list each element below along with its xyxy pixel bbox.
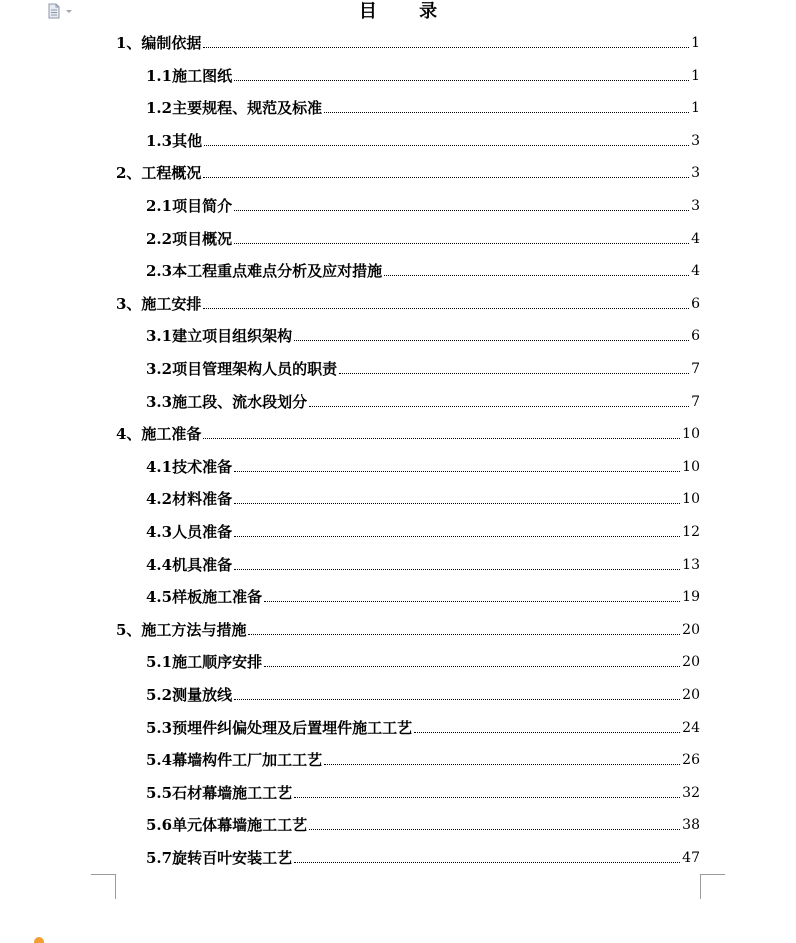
toc-entry[interactable]: [146, 65, 700, 85]
toc-entry-label: 5.3预埋件纠偏处理及后置埋件施工工艺: [146, 718, 413, 737]
toc-entry-label: 5.2测量放线: [146, 686, 233, 704]
toc-entry[interactable]: [116, 32, 700, 52]
toc-entry-page-number: 3: [691, 165, 700, 182]
toc-entry[interactable]: [146, 814, 700, 834]
toc-entry-label: 4.3人员准备: [146, 523, 233, 541]
toc-leader-dots: [234, 470, 680, 472]
toc-entry-label: 5、施工方法与措施: [116, 620, 247, 639]
toc-leader-dots: [324, 111, 689, 113]
toc-entry-page-number: 13: [682, 556, 700, 573]
toc-entry-label: 2.1项目简介: [146, 197, 233, 215]
toc-entry-page-number: 4: [691, 263, 700, 280]
toc-entry-label: 2、工程概况: [116, 164, 202, 183]
toc-entry[interactable]: [146, 586, 700, 606]
toc-entry[interactable]: [146, 260, 700, 280]
toc-entry-label: 1、编制依据: [116, 34, 202, 52]
toc-entry[interactable]: [146, 358, 700, 378]
toc-entry[interactable]: [146, 391, 700, 411]
toc-entry-label: 3.1建立项目组织架构: [146, 327, 293, 346]
toc-leader-dots: [324, 763, 680, 765]
toc-entry[interactable]: [146, 130, 700, 150]
toc-leader-dots: [234, 568, 680, 570]
toc-entry-label: 5.1施工顺序安排: [146, 653, 263, 672]
toc-entry-page-number: 7: [691, 361, 700, 377]
toc-entry[interactable]: [146, 97, 700, 117]
toc-entry-page-number: 1: [691, 67, 700, 84]
toc-entry-label: 3.3施工段、流水段划分: [146, 392, 308, 411]
toc-entry-page-number: 10: [682, 491, 700, 508]
toc-entry-label: 4.1技术准备: [146, 457, 233, 476]
toc-leader-dots: [203, 176, 689, 178]
toc-entry[interactable]: [146, 749, 700, 769]
toc-entry-page-number: 19: [682, 589, 700, 606]
toc-entry-page-number: 1: [691, 100, 700, 117]
toc-entry-page-number: 38: [682, 817, 700, 834]
toc-entry-page-number: 12: [682, 524, 700, 540]
toc-entry[interactable]: [146, 782, 700, 802]
toc-entry[interactable]: [146, 554, 700, 574]
toc-entry-page-number: 20: [682, 621, 700, 638]
toc-entry-label: 1.2主要规程、规范及标准: [146, 99, 323, 118]
toc-leader-dots: [234, 502, 680, 504]
toc-leader-dots: [339, 372, 689, 374]
toc-leader-dots: [234, 79, 689, 81]
toc-entry-label: 2.2项目概况: [146, 229, 233, 248]
toc-leader-dots: [203, 46, 689, 48]
toc-entry-page-number: 4: [691, 230, 700, 247]
toc-leader-dots: [234, 698, 680, 700]
toc-leader-dots: [234, 209, 689, 211]
toc-entry-label: 1.3其他: [146, 131, 203, 150]
toc-entry[interactable]: [146, 325, 700, 345]
toc-entry-label: 3、施工安排: [116, 294, 202, 313]
toc-entry-page-number: 1: [691, 35, 700, 51]
toc-entry-label: 5.4幕墙构件工厂加工工艺: [146, 751, 323, 770]
toc-entry-label: 1.1施工图纸: [146, 66, 233, 85]
toc-leader-dots: [414, 731, 680, 733]
toc-entry[interactable]: [146, 456, 700, 476]
toc-leader-dots: [203, 307, 689, 309]
toc-leader-dots: [309, 405, 689, 407]
toc-entry-label: 4、施工准备: [116, 425, 202, 444]
toc-entry-page-number: 24: [682, 719, 700, 736]
toc-entry-page-number: 3: [691, 198, 700, 214]
toc-leader-dots: [203, 437, 680, 439]
toc-entry-label: 4.4机具准备: [146, 555, 233, 574]
toc-entry-label: 5.6单元体幕墙施工工艺: [146, 816, 308, 835]
toc-entry-page-number: 3: [691, 132, 700, 149]
toc-entry-page-number: 6: [691, 328, 700, 345]
toc-entry-label: 2.3本工程重点难点分析及应对措施: [146, 262, 383, 281]
toc-entry-page-number: 10: [682, 458, 700, 475]
toc-entry-page-number: 6: [691, 295, 700, 312]
toc-entry-page-number: 47: [682, 850, 700, 866]
toc-entry-page-number: 7: [691, 393, 700, 410]
toc-leader-dots: [204, 144, 689, 146]
page-title: 目 录: [358, 1, 456, 22]
toc-leader-dots: [294, 339, 689, 341]
toc-entry-page-number: 32: [682, 784, 700, 801]
toc-entry-page-number: 26: [682, 752, 700, 769]
toc-entry-label: 5.5石材幕墙施工工艺: [146, 783, 293, 802]
toc-entry-page-number: 20: [682, 654, 700, 671]
page-corner-mark-right: [700, 874, 725, 899]
toc-leader-dots: [234, 535, 680, 537]
toc-leader-dots: [264, 600, 680, 602]
toc-leader-dots: [248, 633, 680, 635]
toc-entry-label: 5.7旋转百叶安装工艺: [146, 849, 293, 867]
toc-entry[interactable]: [146, 521, 700, 541]
toc-entry-page-number: 20: [682, 687, 700, 703]
toc-entry[interactable]: [116, 619, 700, 639]
toc-leader-dots: [294, 861, 680, 863]
toc-entry[interactable]: [146, 195, 700, 215]
status-indicator: [34, 937, 44, 943]
toc-leader-dots: [384, 274, 689, 276]
toc-entry[interactable]: [116, 423, 700, 443]
toc-entry[interactable]: [146, 651, 700, 671]
toc-entry[interactable]: [146, 488, 700, 508]
toc-entry[interactable]: [146, 847, 700, 867]
toc-entry[interactable]: [146, 684, 700, 704]
toc-leader-dots: [309, 828, 680, 830]
toc-entry-page-number: 10: [682, 426, 700, 443]
toc-entry-label: 3.2项目管理架构人员的职责: [146, 360, 338, 378]
page-corner-mark-left: [91, 874, 116, 899]
toc-entry[interactable]: [116, 293, 700, 313]
toc-entry-label: 4.2材料准备: [146, 490, 233, 509]
toc-leader-dots: [234, 242, 689, 244]
toc-entry-label: 4.5样板施工准备: [146, 588, 263, 607]
toc-entry[interactable]: [146, 228, 700, 248]
toc-leader-dots: [294, 796, 680, 798]
toc-leader-dots: [264, 665, 680, 667]
toc-entry[interactable]: [116, 162, 700, 182]
toc-entry[interactable]: [146, 717, 700, 737]
